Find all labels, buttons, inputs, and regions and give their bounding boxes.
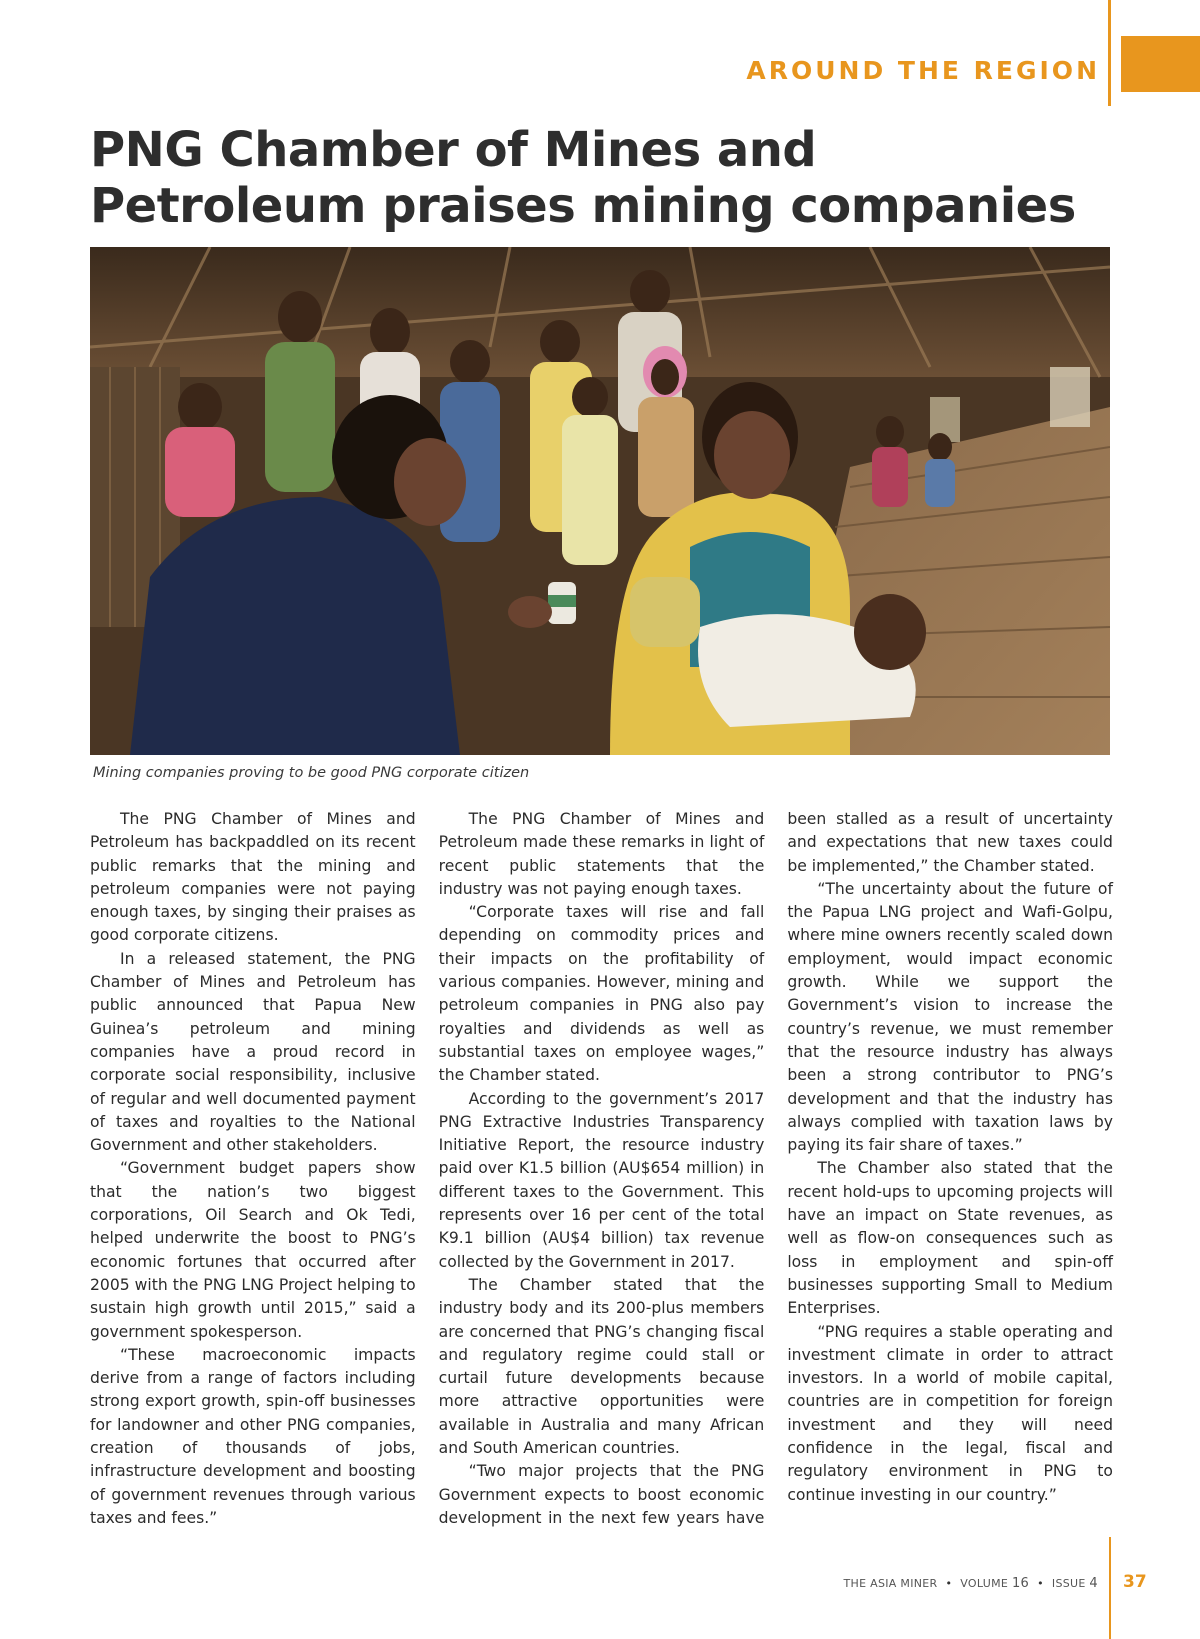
footer-accent-rule bbox=[1109, 1537, 1111, 1639]
footer-bullet: • bbox=[945, 1577, 953, 1590]
publication-name: THE ASIA MINER bbox=[843, 1577, 938, 1590]
article-paragraph: The PNG Chamber of Mines and Petroleum has backpaddled on its recent public remarks that the mining and petroleum companies were not paying enough taxes, by singing their praises as good corporate citizens. bbox=[90, 810, 416, 945]
page-number: 37 bbox=[1123, 1572, 1147, 1592]
article-paragraph: “Two major projects that the PNG Government expects to boost economic development in the next few years have been stalled as a result of uncertainty and expectations that new taxes could be implemented,” the Chamber stated. bbox=[438, 810, 1113, 1527]
section-label: AROUND THE REGION bbox=[746, 56, 1100, 85]
article-paragraph: The Chamber stated that the industry body and its 200-plus members are concerned that PNG’s changing fiscal and regulatory regime could stall or curtail future developments because more attractive opportunities were available in Australia and many African and South American countries. bbox=[438, 1275, 765, 1458]
article-paragraph: In a released statement, the PNG Chamber of Mines and Petroleum has public announced that Papua New Guinea’s petroleum and mining companies have a proud record in corporate social responsibility, inclusive of regular and well documented payment of taxes and royalties to the National Government and other stakeholders. bbox=[90, 949, 416, 1155]
photo-caption: Mining companies proving to be good PNG corporate citizen bbox=[93, 765, 530, 781]
issue-label: ISSUE bbox=[1051, 1577, 1086, 1590]
volume-number: 16 bbox=[1011, 1576, 1030, 1591]
page-footer bbox=[844, 1576, 1098, 1591]
article-body bbox=[90, 808, 1113, 1534]
article-headline: PNG Chamber of Mines and Petroleum praises mining companies bbox=[90, 122, 1076, 234]
article-paragraph: “The uncertainty about the future of the Papua LNG project and Wafi-Golpu, where mine owners recently scaled down employment, would impact economic growth. While we support the Government’s vision to increase the country’s revenue, we must remember that the resource industry has always been a strong contributor to PNG’s development and that the industry has always complied with taxation laws by paying its fair share of taxes.” bbox=[787, 879, 1113, 1155]
footer-bullet: • bbox=[1037, 1577, 1044, 1590]
article-paragraph: “Government budget papers show that the nation’s two biggest corporations, Oil Search and Ok Tedi, helped underwrite the boost to PNG’s economic fortunes that occurred after 2005 with the PNG LNG Project helping to sustain high growth until 2015,” said a government spokesperson. bbox=[90, 1159, 416, 1341]
article-paragraph: “Corporate taxes will rise and fall depending on commodity prices and their impacts on the profitability of various companies. However, mining and petroleum companies in PNG also pay royalties and dividends as well as substantial taxes on employee wages,” the Chamber stated. bbox=[438, 903, 765, 1085]
article-paragraph: According to the government’s 2017 PNG Extractive Industries Transparency Initiative Report, the resource industry paid over K1.5 billion (AU$654 million) in different taxes to the Government. This represents over 16 per cent of the total K9.1 billion (AU$4 billion) tax revenue collected by the Government in 2017. bbox=[438, 1089, 765, 1271]
section-accent-rule bbox=[1108, 0, 1111, 106]
article-photo bbox=[90, 247, 1110, 755]
section-accent-tab bbox=[1121, 36, 1200, 92]
volume-label: VOLUME bbox=[960, 1577, 1009, 1590]
article-paragraph: “These macroeconomic impacts derive from a range of factors including strong export growth, spin-off businesses for landowner and other PNG companies, creation of thousands of jobs, infrastructure development and boosting of government revenues through various taxes and fees.” bbox=[90, 1345, 416, 1527]
issue-number: 4 bbox=[1089, 1576, 1098, 1591]
article-paragraph: The PNG Chamber of Mines and Petroleum made these remarks in light of recent public statements that the industry was not paying enough taxes. bbox=[438, 810, 765, 898]
article-paragraph: “PNG requires a stable operating and investment climate in order to attract investors. In a world of mobile capital, countries are in competition for foreign investment and they will need confidence in the legal, fiscal and regulatory environment in PNG to continue investing in our country.” bbox=[787, 1322, 1113, 1504]
article-paragraph: The Chamber also stated that the recent hold-ups to upcoming projects will have an impact on State revenues, as well as flow-on consequences such as loss in employment and spin-off businesses supporting Small to Medium Enterprises. bbox=[787, 1159, 1113, 1318]
